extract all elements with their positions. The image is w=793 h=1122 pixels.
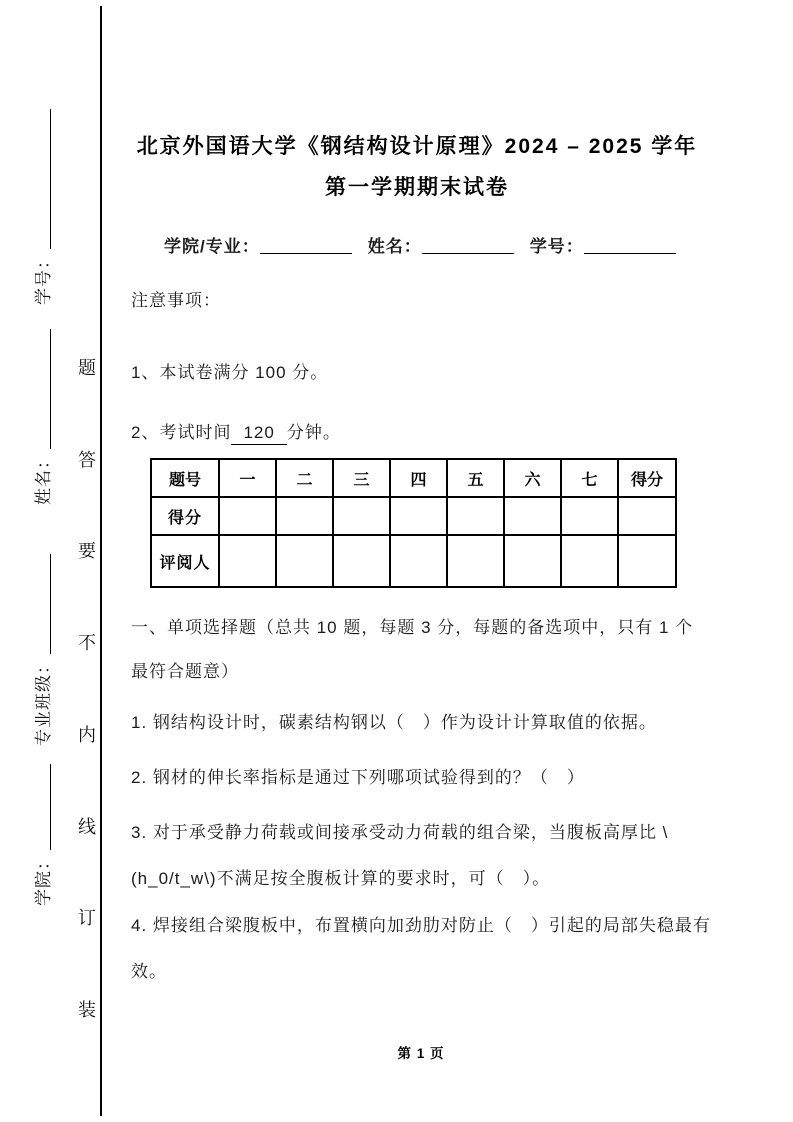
- binding-char: 内: [78, 724, 96, 745]
- score-table-header-cell: 六: [504, 459, 561, 497]
- binding-char: 不: [78, 633, 96, 654]
- sidebar-field-student-id: [32, 109, 56, 305]
- score-table-header-cell: 得分: [618, 459, 676, 497]
- binding-line: [100, 6, 102, 1116]
- sidebar-field-name: [32, 329, 56, 505]
- sidebar-field-class: [32, 554, 56, 746]
- binding-char: 答: [78, 449, 96, 470]
- score-cell: [618, 497, 676, 535]
- score-cell: [504, 497, 561, 535]
- binding-char: 题: [78, 358, 96, 378]
- exam-title-line1: 北京外国语大学《钢结构设计原理》2024 – 2025 学年: [136, 135, 698, 158]
- page-number: 第 1 页: [397, 1046, 445, 1061]
- dept-label: 学院/专业：: [164, 237, 260, 256]
- sidebar-field-student-id-blank: [35, 109, 51, 249]
- score-cell: [561, 497, 618, 535]
- binding-char: 要: [78, 541, 96, 562]
- score-row: [151, 497, 676, 535]
- score-cell: [219, 497, 276, 535]
- sidebar-field-class-blank: [35, 554, 51, 654]
- notice-item-2-suffix: 分钟。: [286, 423, 341, 442]
- score-cell: [276, 497, 333, 535]
- sidebar-field-college-blank: [35, 764, 51, 850]
- score-table-header-cell: 四: [390, 459, 447, 497]
- sidebar-field-name-label: 姓名：: [34, 451, 53, 505]
- question-3: 3. 对于承受静力荷载或间接承受动力荷载的组合梁，当腹板高厚比 \(h_0/t_w\)不满足按全腹板计算的要求时，可（ ）。: [131, 823, 669, 888]
- score-cell: [333, 497, 390, 535]
- question-2: 2. 钢材的伸长率指标是通过下列哪项试验得到的？（ ）: [131, 768, 585, 787]
- reviewer-cell: [390, 535, 447, 587]
- id-blank: [584, 238, 676, 254]
- reviewer-cell: [219, 535, 276, 587]
- reviewer-cell: [561, 535, 618, 587]
- sidebar-field-college: [32, 764, 56, 906]
- score-row-label: 得分: [151, 497, 219, 535]
- score-table-header-cell: 二: [276, 459, 333, 497]
- question-1: 1. 钢结构设计时，碳素结构钢以（ ）作为设计计算取值的依据。: [131, 713, 657, 732]
- sidebar-field-college-label: 学院：: [34, 852, 53, 906]
- score-cell: [390, 497, 447, 535]
- score-table-header-cell: 七: [561, 459, 618, 497]
- reviewer-cell: [504, 535, 561, 587]
- exam-duration-value: 120: [231, 422, 286, 445]
- exam-title-line2: 第一学期期末试卷: [325, 176, 509, 199]
- name-label: 姓名：: [367, 237, 422, 256]
- score-cell: [447, 497, 504, 535]
- sidebar-field-name-blank: [35, 329, 51, 449]
- binding-char: 订: [78, 908, 96, 929]
- score-table: [150, 458, 677, 588]
- sidebar-field-class-label: 专业班级：: [34, 656, 53, 746]
- score-table-header-cell: 五: [447, 459, 504, 497]
- binding-char: 装: [78, 999, 96, 1020]
- notice-heading: 注意事项：: [131, 291, 221, 310]
- reviewer-cell: [618, 535, 676, 587]
- name-blank: [422, 238, 514, 254]
- id-label: 学号：: [529, 237, 584, 256]
- reviewer-row-label: 评阅人: [151, 535, 219, 587]
- dept-blank: [260, 238, 352, 254]
- sidebar-field-student-id-label: 学号：: [34, 251, 53, 305]
- score-table-header-row: [151, 459, 676, 497]
- reviewer-row: [151, 535, 676, 587]
- score-table-header-cell: 一: [219, 459, 276, 497]
- reviewer-cell: [276, 535, 333, 587]
- score-table-header-cell: 题号: [151, 459, 219, 497]
- notice-item-1: 1、本试卷满分 100 分。: [131, 363, 329, 382]
- reviewer-cell: [333, 535, 390, 587]
- question-4: 4. 焊接组合梁腹板中，布置横向加劲肋对防止（ ）引起的局部失稳最有效。: [131, 916, 711, 981]
- score-table-header-cell: 三: [333, 459, 390, 497]
- notice-item-2-prefix: 2、考试时间: [131, 423, 232, 442]
- notice-item-2: [131, 410, 341, 456]
- binding-char: 线: [78, 816, 96, 837]
- section-1-heading: 一、单项选择题（总共 10 题，每题 3 分，每题的备选项中，只有 1 个最符合题意）: [131, 618, 694, 681]
- reviewer-cell: [447, 535, 504, 587]
- binding-text: [76, 354, 98, 1022]
- student-info-line: [164, 232, 724, 257]
